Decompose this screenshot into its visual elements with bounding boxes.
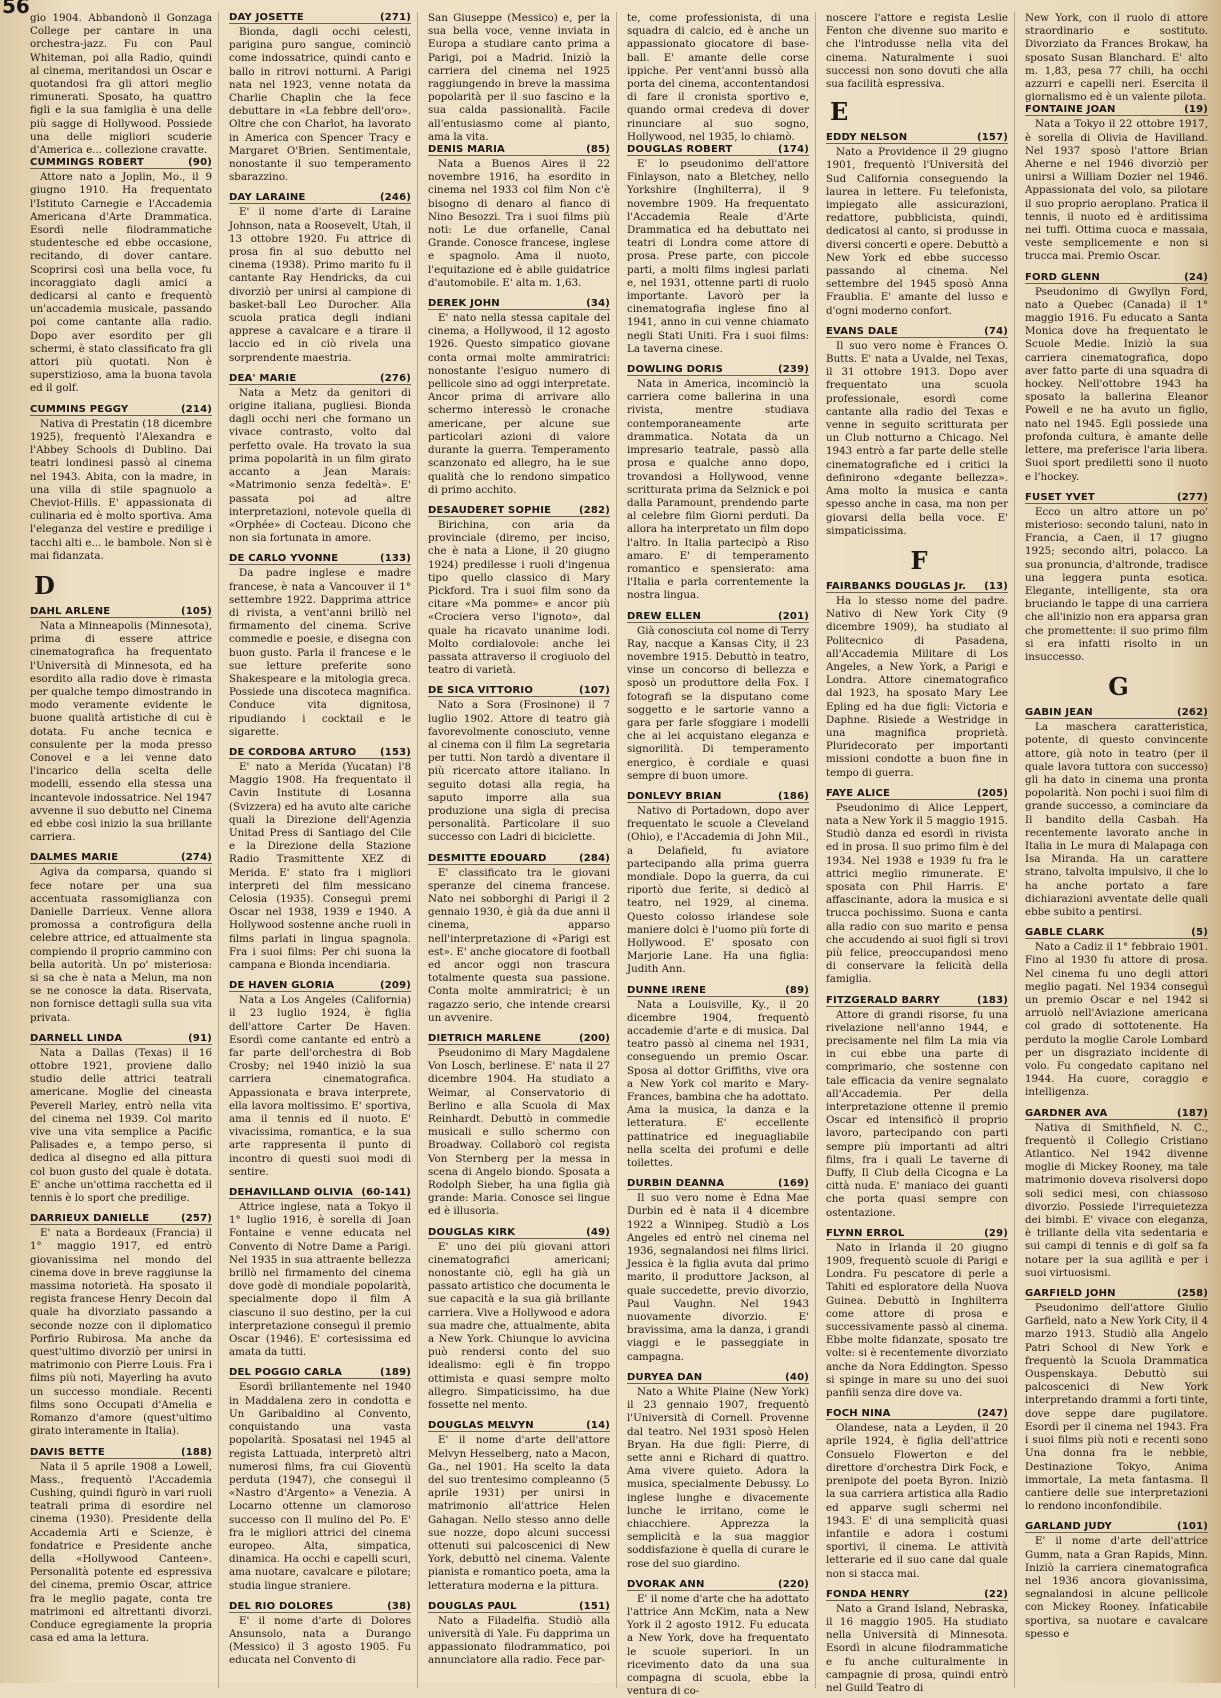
entry-number: (258): [1176, 1288, 1208, 1300]
biography-entry: [1025, 272, 1208, 484]
entry-heading: [1025, 1108, 1208, 1120]
entry-heading: [1025, 1288, 1208, 1300]
entry-heading: [428, 505, 610, 517]
entry-name: DURYEA DAN: [627, 1371, 703, 1383]
biography-entry: [428, 853, 610, 1025]
entry-name: DUNNE IRENE: [627, 984, 707, 996]
entry-number: (262): [1176, 707, 1208, 719]
biography-entry: [1025, 927, 1208, 1099]
entry-name: FONDA HENRY: [826, 1588, 910, 1600]
entry-heading: [428, 144, 610, 156]
biography-entry: [1025, 1288, 1208, 1513]
biography-entry: [627, 985, 809, 1171]
entry-heading: [826, 581, 1008, 593]
entry-heading: [627, 985, 809, 997]
entry-number: (14): [586, 1420, 610, 1432]
entry-text: Il suo vero nome è Frances O. Butts. E' nata a Uvalde, nel Texas, il 31 ottobre 1913. Dopo aver frequentato una scuola professionale, esordì come cantante alla radio del Texas e venne in seguito scritturata per un Club notturno a Chicago. Nel 1943 entrò a far parte delle stelle cinematografiche ed i critici la definirono «degante bellezza». Ama molto la musica e canta spesso anche in casa, ma non per giovarsi della bella voce. E' simpaticissima.: [826, 339, 1008, 537]
entry-number: (187): [1176, 1107, 1208, 1119]
entry-heading: [30, 404, 212, 416]
entry-heading: [428, 1033, 610, 1045]
entry-text: Nata a Metz da genitori di origine italiana, pugliesi. Bionda dagli occhi neri che formano un vivace contrasto, volto dal perfetto ovale. Ha trovato la sua prima popolarità in un film girato accanto a Jean Marais: «Matrimonio senza fedeltà». E' passata poi ad altre interpretazioni, notevole quella di «Orphée» di Cocteau. Dicono che non sia fortunata in amore.: [229, 386, 411, 545]
text-column: [30, 12, 219, 1688]
entry-text: Nata a Louisville, Ky., il 20 dicembre 1904, frequentò accademie d'arte e di musica. Dal teatro passò al cinema nel 1931, conseguendo un premio Oscar. Sposa al dottor Griffiths, vive ora a New York col marito e Mary-Frances, bambina che ha adottato. Ama la musica, la danza e la letteratura. E' eccellente pattinatrice ed ineguagliabile nella scelta dei profumi e delle toilettes.: [627, 998, 809, 1170]
biography-entry: [428, 685, 610, 844]
entry-text: Nato in Irlanda il 20 giugno 1909, frequentò scuole di Parigi e Londra. Fu pescatore di perle a Tahiti ed esploratore della Nuova Guinea. Debuttò in Inghilterra come attore di prosa e successivamente passò al cinema. Ebbe molte fidanzate, sposato tre volte: si è recentemente divorziato anche da Nora Eddington. Spesso si spinge in mare su uno dei suoi panfili senza dire dove va.: [826, 1241, 1008, 1400]
biography-entry: [826, 788, 1008, 987]
section-letter: F: [910, 545, 928, 575]
biography-entry: [1025, 104, 1208, 263]
entry-number: (282): [578, 504, 610, 516]
entry-number: (153): [379, 746, 411, 758]
entry-name: DESMITTE EDOUARD: [428, 852, 547, 864]
entry-name: FITZGERALD BARRY: [826, 994, 940, 1006]
entry-text: Già conosciuta col nome di Terry Ray, nacque a Kansas City, il 23 novembre 1915. Debuttò in teatro, vinse un concorso di bellezza e sposò un produttore della Fox. I fotografi se la disputano come soggetto e le sartorie vanno a gara per farle sfoggiare i modelli che ai lei acquistano eleganza e signorilità. Di temperamento energico, è cordiale e quasi sempre di buon umore.: [627, 624, 809, 782]
entry-heading: [1025, 927, 1208, 939]
entry-number: (38): [387, 1600, 411, 1612]
entry-number: (209): [379, 980, 411, 992]
entry-name: CUMMINGS ROBERT: [30, 157, 145, 169]
biography-entry: [229, 1601, 411, 1668]
entry-number: (205): [976, 787, 1008, 799]
entry-heading: [627, 1579, 809, 1591]
entry-number: (105): [180, 605, 212, 617]
entry-text: Nato a Grand Island, Nebraska, il 16 maggio 1905. Ha studiato nella Università di Minnesota. Esordì in alcune filodrammatiche e fu anche culturalmente in campagnie di prosa, quindi entrò nel Guild Teatro di: [826, 1602, 1008, 1694]
entry-heading: [30, 852, 212, 864]
entry-text: Da padre inglese e madre francese, è nata a Vancouver il 1° settembre 1922. Dapprima attrice di rivista, a vent'anni brillò nel firmamento del cinema. Scrive commedie e poesie, e disegna con buon gusto. Parla il francese e le sue letture preferite sono Shakespeare e la mitologia greca. Possiede una discoteca magnifica. Conduce vita dignitosa, ripudiando i cocktail e le sigarette.: [229, 567, 411, 738]
biography-entry: [627, 1579, 809, 1698]
entry-name: DAVIS BETTE: [30, 1446, 105, 1458]
entry-number: (101): [1176, 1521, 1208, 1533]
entry-name: DIETRICH MARLENE: [428, 1033, 542, 1045]
continued-text: noscere l'attore e regista Leslie Fenton che divenne suo marito e che l'introdusse nella vita del cinema. Naturalmente i suoi successi non sono dovuti che alla sua facilità espressiva.: [826, 12, 1008, 91]
entry-heading: [1025, 492, 1208, 504]
entry-text: Pseudonimo dell'attore Giulio Garfield, nato a New York City, il 4 marzo 1913. Studiò alla Angelo Patri School di New York e frequentò la Scuola Drammatica Ouspenskaya. Debuttò sui palcoscenici di New York interpretando drammi a forti tinte, dove seppe dare pugilatore. Esordì per il cinema nel 1943. Fra i suoi films più noti e recenti sono Una donna fra le nebbie, Destinazione Tokyo, Anima immortale, La meta fantasma. Il cantiere delle sue interpretazioni lo rendono inconfondibile.: [1025, 1302, 1208, 1513]
entry-text: Nata a Minneapolis (Minnesota), prima di essere attrice cinematografica ha frequentato l'Università di Minnesota, ed ha esordito alla radio dove è rimasta per qualche tempo dimostrando in modo veramente evidente le buone qualità artistiche di cui è dotata. Fu anche tecnica e consulente per la moda presso Conovel e a lei venne dato l'incarico della scelta delle modelli, essendo ella stessa una incantevole indossatrice. Nel 1947 avvenne il suo debutto nel Cinema ed ebbe così inizio la sua brillante carriera.: [30, 619, 212, 844]
entry-text: Ecco un altro attore un po' misterioso: secondo taluni, nato in Francia, a Caen, il 17 giugno 1925; secondo altri, polacco. La sua pronuncia, d'altronde, tradisce una leggera punta esotica. Elegante, intelligente, sta ora bruciando le tappe di una carriera che all'inizio non era apparsa gran che promettente: il suo primo film si era infatti risolto in un insuccesso.: [1025, 505, 1208, 663]
entry-name: DREW ELLEN: [627, 610, 702, 622]
entry-name: DEL RIO DOLORES: [229, 1600, 334, 1612]
entry-name: GARDNER AVA: [1025, 1107, 1108, 1119]
entry-name: FLYNN ERROL: [826, 1227, 905, 1239]
entry-name: DVORAK ANN: [627, 1578, 705, 1590]
biography-entry: [826, 1228, 1008, 1400]
biography-entry: [30, 1447, 212, 1646]
entry-text: Nata a Tokyo il 22 ottobre 1917, è sorella di Olivia de Havilland. Nel 1937 sposò l'attore Brian Aherne e nel 1946 divorziò per unirsi a William Dozier nel 1946. Appassionata del volo, sa pilotare il suo proprio aeroplano. Pratica il tennis, il nuoto ed è arditissima nei tuffi. Ottima cuoca e massaia, veste semplicemente e non si trucca mai. Premio Oscar.: [1025, 118, 1208, 263]
entry-number: (220): [777, 1578, 809, 1590]
biography-entry: [30, 157, 212, 395]
entry-number: (201): [777, 610, 809, 622]
entry-name: DARNELL LINDA: [30, 1032, 123, 1044]
entry-name: DARRIEUX DANIELLE: [30, 1213, 150, 1225]
entry-text: Pseudonimo di Gwyllyn Ford, nato a Quebec (Canada) il 1° maggio 1916. Fu educato a Santa Monica dove ha frequentato le Scuole Medie. Iniziò la sua carriera cinematografica, dopo aver fatto parte di una squadra di hockey. Nell'ottobre 1943 ha sposato la ballerina Eleanor Powell e ne ha avuto un figlio, nato nel 1945. Egli possiede una profonda cultura, è amante delle lettere, ma preferisce l'aria libera. Suoi sport prediletti sono il nuoto e l'hockey.: [1025, 285, 1208, 483]
biography-entry: [428, 298, 610, 497]
entry-text: E' nato nella stessa capitale del cinema, a Hollywood, il 12 agosto 1926. Questo simpatico giovane conta ormai molte ammiratrici: nonostante l'esiguo numero di pellicole sino ad oggi interpretate. Ancor prima di arrivare allo schermo interessò le cronache americane, per alcune sue particolari azioni di valore durante la guerra. Temperamento scanzonato ed allegro, ha le sue qualità che lo rendono simpatico di primo acchito.: [428, 312, 610, 496]
entry-number: (90): [188, 157, 212, 169]
entry-name: DONLEVY BRIAN: [627, 790, 722, 802]
entry-number: (274): [180, 852, 212, 864]
entry-text: La maschera caratteristica, potente, di questo convincente attore, già noto in teatro (per il quale lavora tuttora con successo) gli ha dato in cinema una pronta popolarità. Non pochi i suoi film di grande successo, a cominciare da Il bandito della Casbah. Ha recentemente lavorato anche in Italia in Le mura di Malapaga con Isa Miranda. Ha un carattere strano, talvolta impulsivo, il che lo ha anche portato a fare dichiarazioni avventate delle quali ebbe subito a pentirsi.: [1025, 721, 1208, 918]
entry-heading: [428, 1601, 610, 1613]
biography-entry: [229, 373, 411, 545]
biography-entry: [229, 12, 411, 184]
entry-heading: [229, 373, 411, 385]
text-column: [229, 12, 418, 1688]
entry-number: (49): [586, 1226, 610, 1238]
biography-entry: [428, 1601, 610, 1668]
biography-entry: [627, 1178, 809, 1364]
entry-number: (91): [188, 1032, 212, 1044]
entry-name: EVANS DALE: [826, 325, 898, 337]
entry-name: CUMMINS PEGGY: [30, 403, 129, 415]
entry-number: (188): [180, 1446, 212, 1458]
entry-number: (276): [379, 372, 411, 384]
biography-entry: [229, 553, 411, 739]
entry-heading: [30, 606, 212, 618]
entry-name: DOWLING DORIS: [627, 364, 724, 376]
entry-text: Nato a Cadiz il 1° febbraio 1901. Fino al 1930 fu attore di prosa. Nel cinema fu uno degli attori meglio pagati. Nel 1934 conseguì un premio Oscar e nel 1942 si arruolò nell'Aviazione americana col grado di sottotenente. Ha perduto la moglie Carole Lombard per un disgraziato incidente di volo. Fu congedato capitano nel 1944. Ha cuore, coraggio e intelligenza.: [1025, 941, 1208, 1099]
entry-name: GARFIELD JOHN: [1025, 1288, 1116, 1300]
entry-heading: [428, 853, 610, 865]
entry-number: (257): [180, 1213, 212, 1225]
entry-text: Nato a Providence il 29 giugno 1901, frequentò l'Università del Sud California conseguendo la laurea in lettere. Fu telefonista, impiegato alle assicurazioni, redattore, pubblicista, quindi, dedicatosi al canto, si produsse in diversi concerti e opere. Debuttò a New York ed ebbe successo passando al cinema. Nel settembre del 1945 sposò Anna Fraublia. E' amante del lusso e d'ogni moderno confort.: [826, 146, 1008, 317]
biography-entry: [229, 192, 411, 364]
entry-heading: [428, 1420, 610, 1432]
entry-heading: [1025, 272, 1208, 284]
entry-heading: [30, 1213, 212, 1225]
biography-entry: [1025, 1108, 1208, 1280]
text-column: [826, 12, 1015, 1694]
entry-number: (189): [379, 1367, 411, 1379]
entry-heading: [627, 611, 809, 623]
entry-number: (19): [1184, 104, 1208, 116]
entry-heading: [229, 747, 411, 759]
entry-number: (277): [1176, 491, 1208, 503]
entry-number: (271): [379, 12, 411, 23]
entry-heading: [229, 1601, 411, 1613]
entry-text: Nativa di Prestatin (18 dicembre 1925), frequentò l'Alexandra e l'Abbey Schools di Dublino. Dai teatri londinesi passò al cinema nel 1943. Abita, con la madre, in una villa di stile spagnuolo a Cheviot-Hills. E' appassionata di culinaria ed è molto sportiva. Ama l'eleganza del vestire e predilige i tacchi alti e... le bambole. Non si è mai fidanzata.: [30, 417, 212, 562]
entry-heading: [229, 192, 411, 204]
entry-name: DEA' MARIE: [229, 372, 297, 384]
biography-entry: [627, 364, 809, 602]
entry-number: (60-141): [361, 1187, 411, 1199]
entry-name: DURBIN DEANNA: [627, 1178, 725, 1190]
entry-name: FOCH NINA: [826, 1408, 891, 1420]
entry-number: (22): [984, 1588, 1008, 1600]
entry-text: Agiva da comparsa, quando si fece notare per una sua accentuata rassomiglianza con Danielle Darrieux. Venne allora promossa a controfigura della celebre attrice, ed attualmente sta compiendo il proprio cammino con bella autorità. Un po' misteriosa: si sa che è nata a Melun, ma non se ne conosce la data. Riservata, non fornisce dettagli sulla sua vita privata.: [30, 866, 212, 1024]
entry-number: (13): [984, 580, 1008, 592]
entry-text: E' il nome d'arte dell'attrice Gumm, nata a Gran Rapids, Minn. Iniziò la carriera cinematografica nel 1936 ancora giovanissima, segnalandosi in alcune pellicole con Mickey Rooney. Infaticabile sportiva, sa nuotare e cavalcare spesso e: [1025, 1535, 1208, 1640]
entry-name: DALMES MARIE: [30, 852, 119, 864]
biography-entry: [826, 581, 1008, 780]
entry-heading: [826, 1408, 1008, 1420]
entry-text: Nata a Dallas (Texas) il 16 ottobre 1921, proviene dallo studio delle attrici teatrali americane. Moglie del cineasta Peverell Marley, entrò nella vita del cinema nel 1939. Col marito vive una vita semplice a Pacific Palisades e, a tempo perso, si dedica al disegno ed alla pittura col buon gusto del quale è dotata. E' anche un'ottima racchetta ed il tennis è lo sport che predilige.: [30, 1046, 212, 1205]
entry-heading: [826, 788, 1008, 800]
entry-text: Nativa di Smithfield, N. C., frequentò il Collegio Cristiano Atlantico. Nel 1942 divenne moglie di Mickey Rooney, ma tale matrimonio doveva risolversi dopo soli sedici mesi, con chiassoso divorzio. Possiede l'irrequietezza dei bimbi. E' vivace con eleganza, è trillante della vita sedentaria e sui campi di tennis e di golf sa fa notare per la sua agilità e per i suoi virtuosismi.: [1025, 1121, 1208, 1279]
entry-heading: [229, 1367, 411, 1379]
entry-text: Pseudonimo di Alice Leppert, nata a New York il 5 maggio 1915. Studiò danza ed esordì in rivista ed in prosa. Il suo primo film è del 1934. Nel 1938 e 1939 fu fra le attrici meglio rimunerate. E' sposata con Phil Harris. E' affascinante, adora la musica e si trucca pochissimo. Suona e canta alla radio con suo marito e pensa che accudendo ai suoi figli si trovi più felice, preoccupandosi meno di conservare la felicità della famiglia.: [826, 801, 1008, 986]
biography-entry: [826, 995, 1008, 1220]
entry-heading: [627, 1372, 809, 1384]
entry-text: Nato a Filadelfia. Studiò alla università di Yale. Fu dapprima un appassionato filodrammatico, poi annunciatore alla radio. Fece par-: [428, 1614, 610, 1667]
biography-entry: [428, 1227, 610, 1413]
entry-number: (151): [578, 1600, 610, 1612]
entry-number: (214): [180, 403, 212, 415]
entry-heading: [229, 12, 411, 24]
biography-entry: [30, 1213, 212, 1438]
entry-text: E' uno dei più giovani attori cinematografici americani; nonostante ciò, egli ha già un passato artistico che documenta le sue capacità e la sua già brillante carriera. Vive a Hollywood e adora sua madre che, attualmente, abita a New York. Chiunque lo avvicina può rendersi conto del suo idealismo: egli è fin troppo ottimista e quasi sempre molto allegro. Simpaticissimo, ha due fossette nel mento.: [428, 1240, 610, 1412]
entry-heading: [627, 364, 809, 376]
biography-entry: [229, 1187, 411, 1359]
entry-name: DESAUDERET SOPHIE: [428, 504, 552, 516]
continued-text: New York, con il ruolo di attore straordinario e sostituto. Divorziato da Frances Brokaw, ha sposato Susan Blanchard. E' alto m. 1,83, pesa 77 chili, ha occhi azzurri e capelli neri. Esercita il giornalismo ed è un valente pilota.: [1025, 12, 1208, 104]
entry-number: (239): [777, 364, 809, 376]
entry-heading: [229, 1187, 411, 1199]
entry-heading: [1025, 707, 1208, 719]
entry-name: DE CORDOBA ARTURO: [229, 746, 357, 758]
entry-text: E' lo pseudonimo dell'attore Finlayson, nato a Bletchey, nello Yorkshire (Inghilterra), il 9 novembre 1909. Ha frequentato l'Accademia Reale d'Arte Drammatica ed ha debuttato nei teatri di Londra come attore di prosa. Prese parte, con piccole parti, a molti films inglesi parlati e, nel 1931, ottenne parti di ruolo importante. Lavorò per la cinematografia inglese fino al 1941, anno in cui venne chiamato negli Stati Uniti. Fra i suoi films: La taverna cinese.: [627, 158, 809, 355]
entry-text: Nato a White Plaine (New York) il 23 gennaio 1907, frequentò l'Università di Cornell. Provenne dal teatro. Nel 1931 sposò Helen Bryan. Ha due figli: Pierre, di sette anni e Richard di quattro. Ama vivere quieto. Adora la musica, specialmente Debussy. Lo inglese lunghe e divacemente lunche le irritano, come le chiacchiere. Apprezza la semplicità e la sua maggior soddisfazione è quella di curare le rose del suo giardino.: [627, 1385, 809, 1570]
entry-name: DE SICA VITTORIO: [428, 685, 534, 697]
entry-text: Nata in America, incominciò la carriera come ballerina in una rivista, mentre studiava contemporaneamente arte drammatica. Notata da un impresario teatrale, passò alla prosa e qualche anno dopo, trovandosi a Hollywood, venne scritturata prima da Selznick e poi dalla Paramount, prendendo parte al celebre film Giorni perduti. Da allora ha interpretato un film dopo l'altro. In Italia partecipò a Riso amaro. E' di temperamento romantico e spensierato: ama l'Italia e parla correntemente la nostra lingua.: [627, 378, 809, 602]
entry-name: FONTAINE JOAN: [1025, 104, 1116, 116]
columns-container: [30, 12, 1213, 1698]
entry-name: DAY LARAINE: [229, 192, 306, 204]
section-letter: E: [830, 97, 849, 127]
entry-number: (133): [379, 553, 411, 565]
entry-number: (246): [379, 192, 411, 204]
entry-name: EDDY NELSON: [826, 132, 908, 144]
entry-text: Pseudonimo di Mary Magdalene Von Losch, berlinese. E' nata il 27 dicembre 1904. Ha studiato a Weimar, al Conservatorio di Berlino e alla Scuola di Max Reinhardt. Debuttò in commedie musicali e sullo schermo con Broadway. Collaborò col regista Von Sternberg per la messa in scena di Angelo biondo. Sposata a Rodolph Sieber, ha una figlia già grande: Maria. Conosce sei lingue ed è illusoria.: [428, 1047, 610, 1218]
entry-name: GARLAND JUDY: [1025, 1521, 1112, 1533]
entry-text: Nativo di Portadown, dopo aver frequentato le scuole a Cleveland (Ohio), e l'Accademia di John Mil., a Delafield, fu aviatore partecipando alla prima guerra mondiale. Dopo la guerra, da cui riportò due ferite, si dedicò al teatro, nel 1929, al cinema. Questo colosso irlandese sole maniere dolci è l'uomo più forte di Hollywood. E' sposato con Marjorie Lane. Ha una figlia: Judith Ann.: [627, 804, 809, 976]
entry-number: (85): [586, 144, 610, 156]
entry-text: E' il nome d'arte di Laraine Johnson, nata a Roosevelt, Utah, il 13 ottobre 1920. Fu attrice di prosa fin al suo debutto nel cinema (1938). Primo marito fu il cantante Ray Hendricks, da cui divorziò per unirsi al campione di basket-ball Leo Durocher. Alla scuola pratica degli indiani apprese a cavalcare e a tirare il laccio ed in ciò rivela una sorprendente maestria.: [229, 206, 411, 364]
biography-entry: [428, 1420, 610, 1592]
entry-number: (29): [984, 1227, 1008, 1239]
entry-number: (157): [976, 132, 1008, 144]
entry-text: Nata a Buenos Aires il 22 novembre 1916, ha esordito in cinema nel 1933 col film Non c'è bisogno di denaro al fianco di Nino Besozzi. Tra i suoi films più noti: Le due orfanelle, Canal Grande. Conosce francese, inglese e spagnolo. Ama il nuoto, l'equitazione ed è abile guidatrice d'automobile. E' alta m. 1,63.: [428, 158, 610, 289]
biography-entry: [229, 1367, 411, 1592]
entry-number: (174): [777, 144, 809, 156]
entry-number: (169): [777, 1178, 809, 1190]
entry-heading: [428, 1227, 610, 1239]
biography-entry: [428, 144, 610, 290]
biography-entry: [1025, 707, 1208, 919]
entry-text: E' classificato tra le giovani speranze del cinema francese. Nato nei sobborghi di Parigi il 2 gennaio 1930, è già da due anni il cinema, apparso nell'interpretazione di «Parigi est est». E' anche giocatore di football ed ancor oggi non trascura totalmente questa sua passione. Conta molte ammiratrici; è un ragazzo serio, che intende crearsi un avvenire.: [428, 866, 610, 1024]
entry-number: (89): [785, 984, 809, 996]
entry-name: DAY JOSETTE: [229, 12, 304, 23]
entry-number: (34): [586, 298, 610, 310]
entry-heading: [826, 132, 1008, 144]
biography-entry: [1025, 492, 1208, 664]
entry-text: Nata a Los Angeles (California) il 23 luglio 1924, è figlia dell'attore Carter De Haven. Esordì come cantante ed entrò a far parte dell'orchestra di Bob Crosby; nel 1940 iniziò la sua carriera cinematografica. Appassionata e brava interprete, ella lavora moltissimo. E' sportiva, ama il tennis ed il nuoto. E' vivacissima, romantica, e la sua arte rappresenta il punto di incontro di questi suoi modi di sentire.: [229, 994, 411, 1178]
biography-entry: [826, 1408, 1008, 1580]
entry-name: DEREK JOHN: [428, 298, 500, 310]
entry-heading: [229, 553, 411, 565]
entry-text: E' nato a Merida (Yucatan) l'8 Maggio 1908. Ha frequentato il Cavin Institute di Losanna (Svizzera) ed ha avuto alte cariche quali la Direzione dell'Agenzia Unitad Press di Santiago del Cile e la Direzione della Stazione Radio Trasmittente XEZ di Merida. E' stato fra i migliori interpreti del film messicano Celosia (1935). Conseguì premi Oscar nel 1938, 1939 e 1940. A Hollywood sostenne anche ruoli in films parlati in lingua spagnola. Fra i suoi films: Per chi suona la campana e Bionda incendiaria.: [229, 760, 411, 971]
entry-name: DOUGLAS KIRK: [428, 1226, 516, 1238]
entry-text: Esordì brillantemente nel 1940 in Maddalena zero in condotta e Un Garibaldino al Convento, conquistando una vasta popolarità. Sposatasi nel 1945 al regista Lattuada, interpretò altri numerosi films, fra cui Gioventù perduta (1947), che conseguì il «Nastro d'Argento» a Venezia. A Locarno ottenne un clamoroso successo con Il mulino del Po. E' fra le migliori attrici del cinema europeo. Alta, simpatica, dinamica. Ha occhi e capelli scuri, ama nuotare, cavalcare e pilotare; studia lingue straniere.: [229, 1381, 411, 1592]
continued-text: San Giuseppe (Messico) e, per la sua bella voce, venne inviata in Europa a studiare canto prima a Parigi, poi a Madrid. Iniziò la carriera del cinema nel 1925 raggiungendo in breve la massima popolarità per il suo fascino e la sua calda passionalità. Facile all'entusiasmo come al pianto, ama la vita.: [428, 12, 610, 143]
entry-heading: [428, 298, 610, 310]
entry-heading: [826, 1589, 1008, 1601]
entry-name: DE HAVEN GLORIA: [229, 980, 335, 992]
entry-number: (5): [1191, 927, 1208, 939]
entry-number: (24): [1184, 271, 1208, 283]
text-column: [627, 12, 816, 1698]
biography-entry: [30, 852, 212, 1024]
entry-text: Attore di grandi risorse, fu una rivelazione nell'anno 1944, e precisamente nel film La mia via in cui ebbe una parte di comprimario, che sostenne con tale efficacia da venire segnalato all'Accademia. Per della interpretazione ottenne il premio Oscar ed intensificò il proprio lavoro, partecipando con parti sempre più importanti ad altri films, fra i quali Le taverne di Duffy, Il Club della Cicogna e La città nuda. E' maniaco dei guanti che porta quasi sempre con ostentazione.: [826, 1008, 1008, 1219]
entry-heading: [229, 980, 411, 992]
entry-name: GABIN JEAN: [1025, 707, 1093, 719]
entry-heading: [627, 1178, 809, 1190]
entry-name: FORD GLENN: [1025, 271, 1100, 283]
entry-heading: [30, 1447, 212, 1459]
section-letter: D: [34, 570, 55, 600]
biography-entry: [30, 606, 212, 844]
entry-heading: [428, 685, 610, 697]
entry-text: Birichina, con aria da provinciale (diremo, per inciso, che è nata a Lione, il 20 giugno 1924) predilesse i ruoli d'ingenua tipo quello classico di Mary Pickford. Tra i suoi film sono da citare «Ma pomme» e ancor più «Crociera verso l'ignoto», dal quale ha ricavato unanime lodi. Molto cordialovole: anche lei passata attraverso il crogiuolo del teatro di varietà.: [428, 518, 610, 677]
page-number: 56: [2, 0, 30, 18]
entry-heading: [627, 144, 809, 156]
entry-text: Bionda, dagli occhi celesti, parigina puro sangue, cominciò come indossatrice, quindi canto e ballo in ritrovi notturni. A Parigi nata nel 1923, venne notata da Charlie Chaplin che la fece debuttare in «La febbre dell'oro». Oltre che con Charlot, ha lavorato in America con Spencer Tracy e Margaret O'Brien. Sentimentale, nonostante il suo temperamento sbarazzino.: [229, 26, 411, 184]
biography-entry: [229, 980, 411, 1179]
biography-entry: [428, 505, 610, 677]
biography-entry: [30, 1033, 212, 1205]
entry-name: DOUGLAS MELVYN: [428, 1420, 534, 1432]
entry-name: DAHL ARLENE: [30, 605, 111, 617]
entry-number: (40): [785, 1371, 809, 1383]
entry-number: (186): [777, 790, 809, 802]
biography-entry: [30, 404, 212, 563]
biography-entry: [627, 611, 809, 783]
entry-name: FUSET YVET: [1025, 491, 1095, 503]
entry-number: (247): [976, 1408, 1008, 1420]
text-column: [428, 12, 617, 1688]
entry-heading: [826, 326, 1008, 338]
biography-entry: [229, 747, 411, 972]
entry-text: Attore nato a Joplin, Mo., il 9 giugno 1910. Ha frequentato l'Istituto Carnegie e l'Accademia Americana d'Arte Drammatica. Esordì nelle filodrammatiche studentesche ed ebbe occasione, recitando, di dover cantare. Scoprirsi così una bella voce, fu incoraggiato dagli amici a dedicarsi al canto e frequentò un'accademia musicale, passando poi come cantante alla radio. Dopo aver esordito per gli schermi, è stato classificato fra gli attori più quotati. Non è superstizioso, ama la buona tavola ed il golf.: [30, 171, 212, 395]
entry-text: Nato a Sora (Frosinone) il 7 luglio 1902. Attore di teatro già favorevolmente conosciuto, venne al cinema con il film La segretaria per tutti. Non tardò a diventare il più ricercato attore italiano. In seguito dotasi alla regia, ha saputo imporre alla sua produzione una sigla di precisa personalità. Particolare il suo successo con Ladri di biciclette.: [428, 699, 610, 844]
entry-text: Olandese, nata a Leyden, il 20 aprile 1924, è figlia dell'attrice Consuelo Flowerton e del direttore d'orchestra Dirk Fock, e prenipote del poeta Byron. Iniziò la sua carriera artistica alla Radio ed apparve sugli schermi nel 1943. E' di una semplicità quasi infantile e adora i costumi sportivi, il cinema. Le attività letterarie ed il suo cane dal quale non si stacca mai.: [826, 1422, 1008, 1580]
entry-heading: [30, 1033, 212, 1045]
entry-name: FAYE ALICE: [826, 787, 891, 799]
entry-name: DEL POGGIO CARLA: [229, 1367, 343, 1379]
entry-name: DE CARLO YVONNE: [229, 553, 339, 565]
entry-number: (74): [984, 325, 1008, 337]
entry-name: DOUGLAS ROBERT: [627, 144, 733, 156]
biography-entry: [627, 1372, 809, 1571]
entry-heading: [1025, 104, 1208, 116]
biography-entry: [1025, 1521, 1208, 1641]
entry-heading: [826, 1228, 1008, 1240]
biography-entry: [428, 1033, 610, 1219]
entry-heading: [30, 157, 212, 169]
text-column: [1025, 12, 1214, 1688]
biography-entry: [826, 132, 1008, 318]
entry-number: (107): [578, 685, 610, 697]
entry-text: Nata il 5 aprile 1908 a Lowell, Mass., frequentò l'Accademia Cushing, quindi figurò in vari ruoli teatrali prima di esordire nel cinema (1930). Presidente della Accademia Arti e Scienze, è fondatrice e Presidente anche della «Hollywood Canteen». Personalità potente ed espressiva del cinema, premio Oscar, attrice fra le meglio pagate, conta tre matrimoni ed altrettanti divorzi. Conduce egregiamente la propria casa ed ama la lettura.: [30, 1460, 212, 1645]
entry-heading: [1025, 1521, 1208, 1533]
entry-text: E' il nome d'arte che ha adottato l'attrice Ann McKim, nata a New York il 2 agosto 1912. Fu educata a New York, dove ha frequentato le scuole superiori. In un ricevimento dato da una sua compagna di scuola, ebbe la ventura di co-: [627, 1592, 809, 1698]
biography-entry: [826, 326, 1008, 538]
continued-text: gio 1904. Abbandonò il Gonzaga College per cantare in una orchestra-jazz. Fu con Paul Whiteman, poi alla Radio, quindi al cinema, meritandosi un Oscar e quotandosi fra gli attori meglio rimunerati. Sposato, ha quattro figli e la sua famiglia è una delle più sagge di Hollywood. Possiede una delle migliori scuderie d'America e... collezione cravatte.: [30, 12, 212, 157]
entry-heading: [627, 791, 809, 803]
biography-entry: [627, 791, 809, 977]
entry-name: FAIRBANKS DOUGLAS Jr.: [826, 580, 967, 592]
biography-entry: [627, 144, 809, 356]
entry-text: E' nata a Bordeaux (Francia) il 1° maggio 1917, ed entrò giovanissima nel mondo del cinema dove in breve raggiunse la massima notorietà. Ha sposato il regista francese Henry Decoin dal quale ha divorziato passando a seconde nozze con il diplomatico Porfirio Rubirosa. Ma anche da quest'ultimo divorziò per unirsi in matrimonio con Pierre Louis. Fra i films più noti, Mayerling ha avuto un successo mondiale. Recenti films sono Occupati d'Amelia e Romanzo d'amore (quest'ultimo girato interamente in Italia).: [30, 1227, 212, 1438]
entry-number: (183): [976, 994, 1008, 1006]
entry-text: E' il nome d'arte di Dolores Ansunsolo, nata a Durango (Messico) il 3 agosto 1905. Fu educata nel Convento di: [229, 1614, 411, 1667]
entry-number: (200): [578, 1033, 610, 1045]
entry-name: DOUGLAS PAUL: [428, 1600, 517, 1612]
continued-text: te, come professionista, di una squadra di calcio, ed è anche un appassionato giocatore di base-ball. E' amante delle corse ippiche. Per vent'anni bussò alla porta del cinema, accontentandosi di fare il cronista sportivo e, quando ormai credeva di dover rinunciare al suo sogno, Hollywood, nel 1935, lo chiamò.: [627, 12, 809, 143]
entry-text: Il suo vero nome è Edna Mae Durbin ed è nata il 4 dicembre 1922 a Winnipeg. Studiò a Los Angeles ed entrò nel cinema nel 1936, segnalandosi nei films lirici. Jessica è la figlia avuta dal primo marito, il produttore Jackson, al quale succedette, previo divorzio, Paul Vaughn. Nel 1943 nuovamente divorzio. E' bravissima, ama la danza, i grandi viaggi e le passeggiate in campagna.: [627, 1192, 809, 1363]
entry-heading: [826, 995, 1008, 1007]
entry-number: (284): [578, 852, 610, 864]
entry-name: DENIS MARIA: [428, 144, 505, 156]
entry-text: Ha lo stesso nome del padre. Nativo di New York City (9 dicembre 1909), ha studiato al Politecnico di Pasadena, all'Accademia Militare di Los Angeles, a New York, a Parigi e Londra. Attore cinematografico dal 1923, ha sposato Mary Lee Epling ed ha due figli: Victoria e Daphne. Risiede a Westridge in una magnifica proprietà. Pluridecorato per importanti missioni condotte a buon fine in tempo di guerra.: [826, 594, 1008, 779]
biography-entry: [826, 1589, 1008, 1695]
entry-text: E' il nome d'arte dell'attore Melvyn Hesselberg, nato a Macon, Ga., nel 1901. Ha scelto la data del suo trentesimo compleanno (5 aprile 1931) per unirsi in matrimonio all'attrice Helen Gahagan. Nello stesso anno delle sue nozze, dopo alcuni successi ottenuti sui palcoscenici di New York, debuttò nel cinema. Valente pianista e romantico poeta, ama la letteratura moderna e la pittura.: [428, 1434, 610, 1592]
entry-name: GABLE CLARK: [1025, 927, 1105, 939]
section-letter: G: [1108, 672, 1129, 702]
entry-name: DEHAVILLAND OLIVIA: [229, 1187, 354, 1199]
entry-text: Attrice inglese, nata a Tokyo il 1° luglio 1916, è sorella di Joan Fontaine e venne educata nel Convento di Notre Dame a Parigi. Nel 1935 in sua attraente bellezza brillò nel firmamento del cinema dove godè di mondiale popolarità, specialmente dopo il film A ciascuno il suo destino, per la cui interpretazione conseguì il premio Oscar (1946). E' cortesissima ed amata da tutti.: [229, 1201, 411, 1359]
